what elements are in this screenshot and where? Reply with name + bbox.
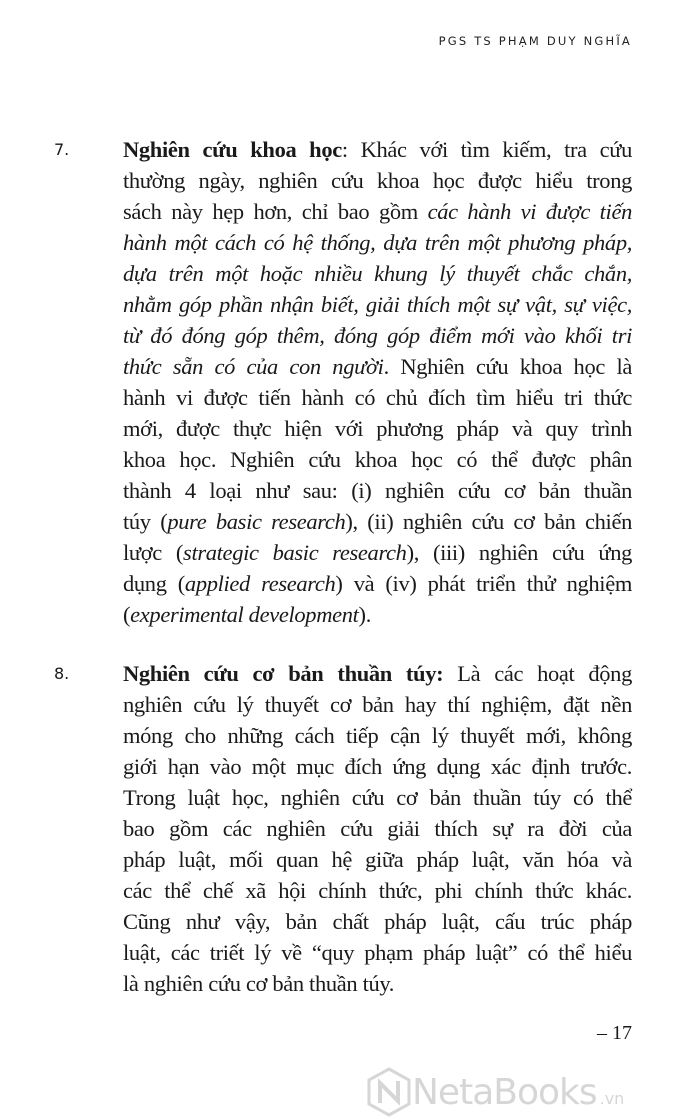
text-line [123, 537, 632, 568]
page-number: – 17 [597, 1022, 632, 1044]
text-line [123, 968, 632, 999]
text-segment: ( [123, 602, 131, 627]
text-line [123, 506, 632, 537]
text-line-content [123, 506, 632, 537]
text-line [123, 196, 632, 227]
text-line-content [123, 475, 632, 506]
italic-text: dựa trên một hoặc nhiều khung lý thuyết chắc chắn, [123, 261, 632, 286]
text-line [123, 720, 632, 751]
text-segment: Là các hoạt động [443, 661, 632, 686]
text-segment: giới hạn vào một mục đích ứng dụng xác định trước. [123, 754, 632, 779]
text-line [123, 475, 632, 506]
netabooks-logo-icon [366, 1067, 412, 1117]
italic-text: thức sẵn có của con người [123, 354, 384, 379]
text-line [123, 599, 632, 630]
watermark [366, 1068, 624, 1116]
text-line-content [123, 351, 632, 382]
item-number: 7. [54, 140, 70, 159]
item-body [123, 658, 632, 999]
text-segment: sách này hẹp hơn, chỉ bao gồm [123, 199, 428, 224]
text-segment: các thể chế xã hội chính thức, phi chính thức khác. [123, 878, 632, 903]
text-line [123, 413, 632, 444]
text-line [123, 258, 632, 289]
text-segment: ) và (iv) phát triển thử nghiệm [335, 571, 632, 596]
text-segment: luật, các triết lý về “quy phạm pháp luật” có thể hiểu [123, 940, 632, 965]
text-segment: : Khác với tìm kiếm, tra cứu [341, 137, 632, 162]
text-segment: thành 4 loại như sau: (i) nghiên cứu cơ bản thuần [123, 478, 632, 503]
text-line [123, 751, 632, 782]
text-line-content [123, 134, 632, 165]
item-number: 8. [54, 664, 70, 683]
watermark-brand: NetaBooks [412, 1071, 597, 1113]
text-segment: . Nghiên cứu khoa học là [383, 354, 632, 379]
text-line [123, 568, 632, 599]
text-segment: thường ngày, nghiên cứu khoa học được hiểu trong [123, 168, 632, 193]
text-segment: bao gồm các nghiên cứu giải thích sự ra đời của [123, 816, 632, 841]
text-line [123, 937, 632, 968]
text-line [123, 227, 632, 258]
text-segment: khoa học. Nghiên cứu khoa học có thể được phân [123, 447, 632, 472]
italic-text: các hành vi được tiến [427, 199, 632, 224]
text-segment: Trong luật học, nghiên cứu cơ bản thuần túy có thể [123, 785, 632, 810]
text-line-content [123, 227, 632, 258]
text-segment: mới, được thực hiện với phương pháp và quy trình [123, 416, 632, 441]
text-line [123, 782, 632, 813]
text-line [123, 165, 632, 196]
text-segment: túy ( [123, 509, 168, 534]
text-line-content [123, 444, 632, 475]
text-line-content [123, 658, 632, 689]
text-segment: Cũng như vậy, bản chất pháp luật, cấu trúc pháp [123, 909, 632, 934]
text-segment: ). [358, 602, 371, 627]
text-line-content [123, 537, 632, 568]
text-segment: lược ( [123, 540, 184, 565]
italic-text: nhằm góp phần nhận biết, giải thích một sự vật, sự việc, [123, 292, 632, 317]
text-line [123, 906, 632, 937]
text-line-content [123, 937, 632, 968]
item-body [123, 134, 632, 630]
watermark-suffix: .vn [599, 1088, 625, 1108]
text-segment: móng cho những cách tiếp cận lý thuyết mới, không [123, 723, 632, 748]
text-line-content [123, 568, 632, 599]
term-heading: Nghiên cứu cơ bản thuần túy: [123, 661, 444, 686]
italic-text: strategic basic research [183, 540, 407, 565]
text-line [123, 289, 632, 320]
text-line-content [123, 196, 632, 227]
running-head: PGS TS PHẠM DUY NGHĨA [438, 34, 632, 48]
text-line-content [123, 968, 394, 999]
text-line-content [123, 720, 632, 751]
text-line [123, 689, 632, 720]
text-line-content [123, 844, 632, 875]
text-line [123, 844, 632, 875]
text-line-content [123, 382, 632, 413]
italic-text: applied research [184, 571, 336, 596]
text-line-content [123, 875, 632, 906]
text-line-content [123, 599, 371, 630]
text-line-content [123, 751, 632, 782]
text-line-content [123, 782, 632, 813]
text-line-content [123, 689, 632, 720]
text-line-content [123, 906, 632, 937]
text-segment: là nghiên cứu cơ bản thuần túy. [123, 971, 395, 996]
text-segment: nghiên cứu lý thuyết cơ bản hay thí nghiệm, đặt nền [123, 692, 632, 717]
text-segment: ), (ii) nghiên cứu cơ bản chiến [345, 509, 632, 534]
italic-text: từ đó đóng góp thêm, đóng góp điểm mới vào khối tri [123, 323, 632, 348]
text-segment: ), (iii) nghiên cứu ứng [406, 540, 632, 565]
term-heading: Nghiên cứu khoa học [123, 137, 342, 162]
text-line-content [123, 289, 632, 320]
text-line [123, 134, 632, 165]
text-line-content [123, 813, 632, 844]
text-line [123, 658, 632, 689]
text-segment: pháp luật, mối quan hệ giữa pháp luật, văn hóa và [123, 847, 632, 872]
text-line-content [123, 320, 632, 351]
italic-text: hành một cách có hệ thống, dựa trên một phương pháp, [123, 230, 632, 255]
text-line [123, 382, 632, 413]
italic-text: pure basic research [167, 509, 346, 534]
italic-text: experimental development [130, 602, 359, 627]
text-line-content [123, 413, 632, 444]
text-segment: dụng ( [123, 571, 185, 596]
text-line [123, 875, 632, 906]
text-line [123, 320, 632, 351]
text-line-content [123, 165, 632, 196]
text-segment: hành vi được tiến hành có chủ đích tìm hiểu tri thức [123, 385, 632, 410]
text-line-content [123, 258, 632, 289]
text-line [123, 351, 632, 382]
text-line [123, 813, 632, 844]
text-line [123, 444, 632, 475]
